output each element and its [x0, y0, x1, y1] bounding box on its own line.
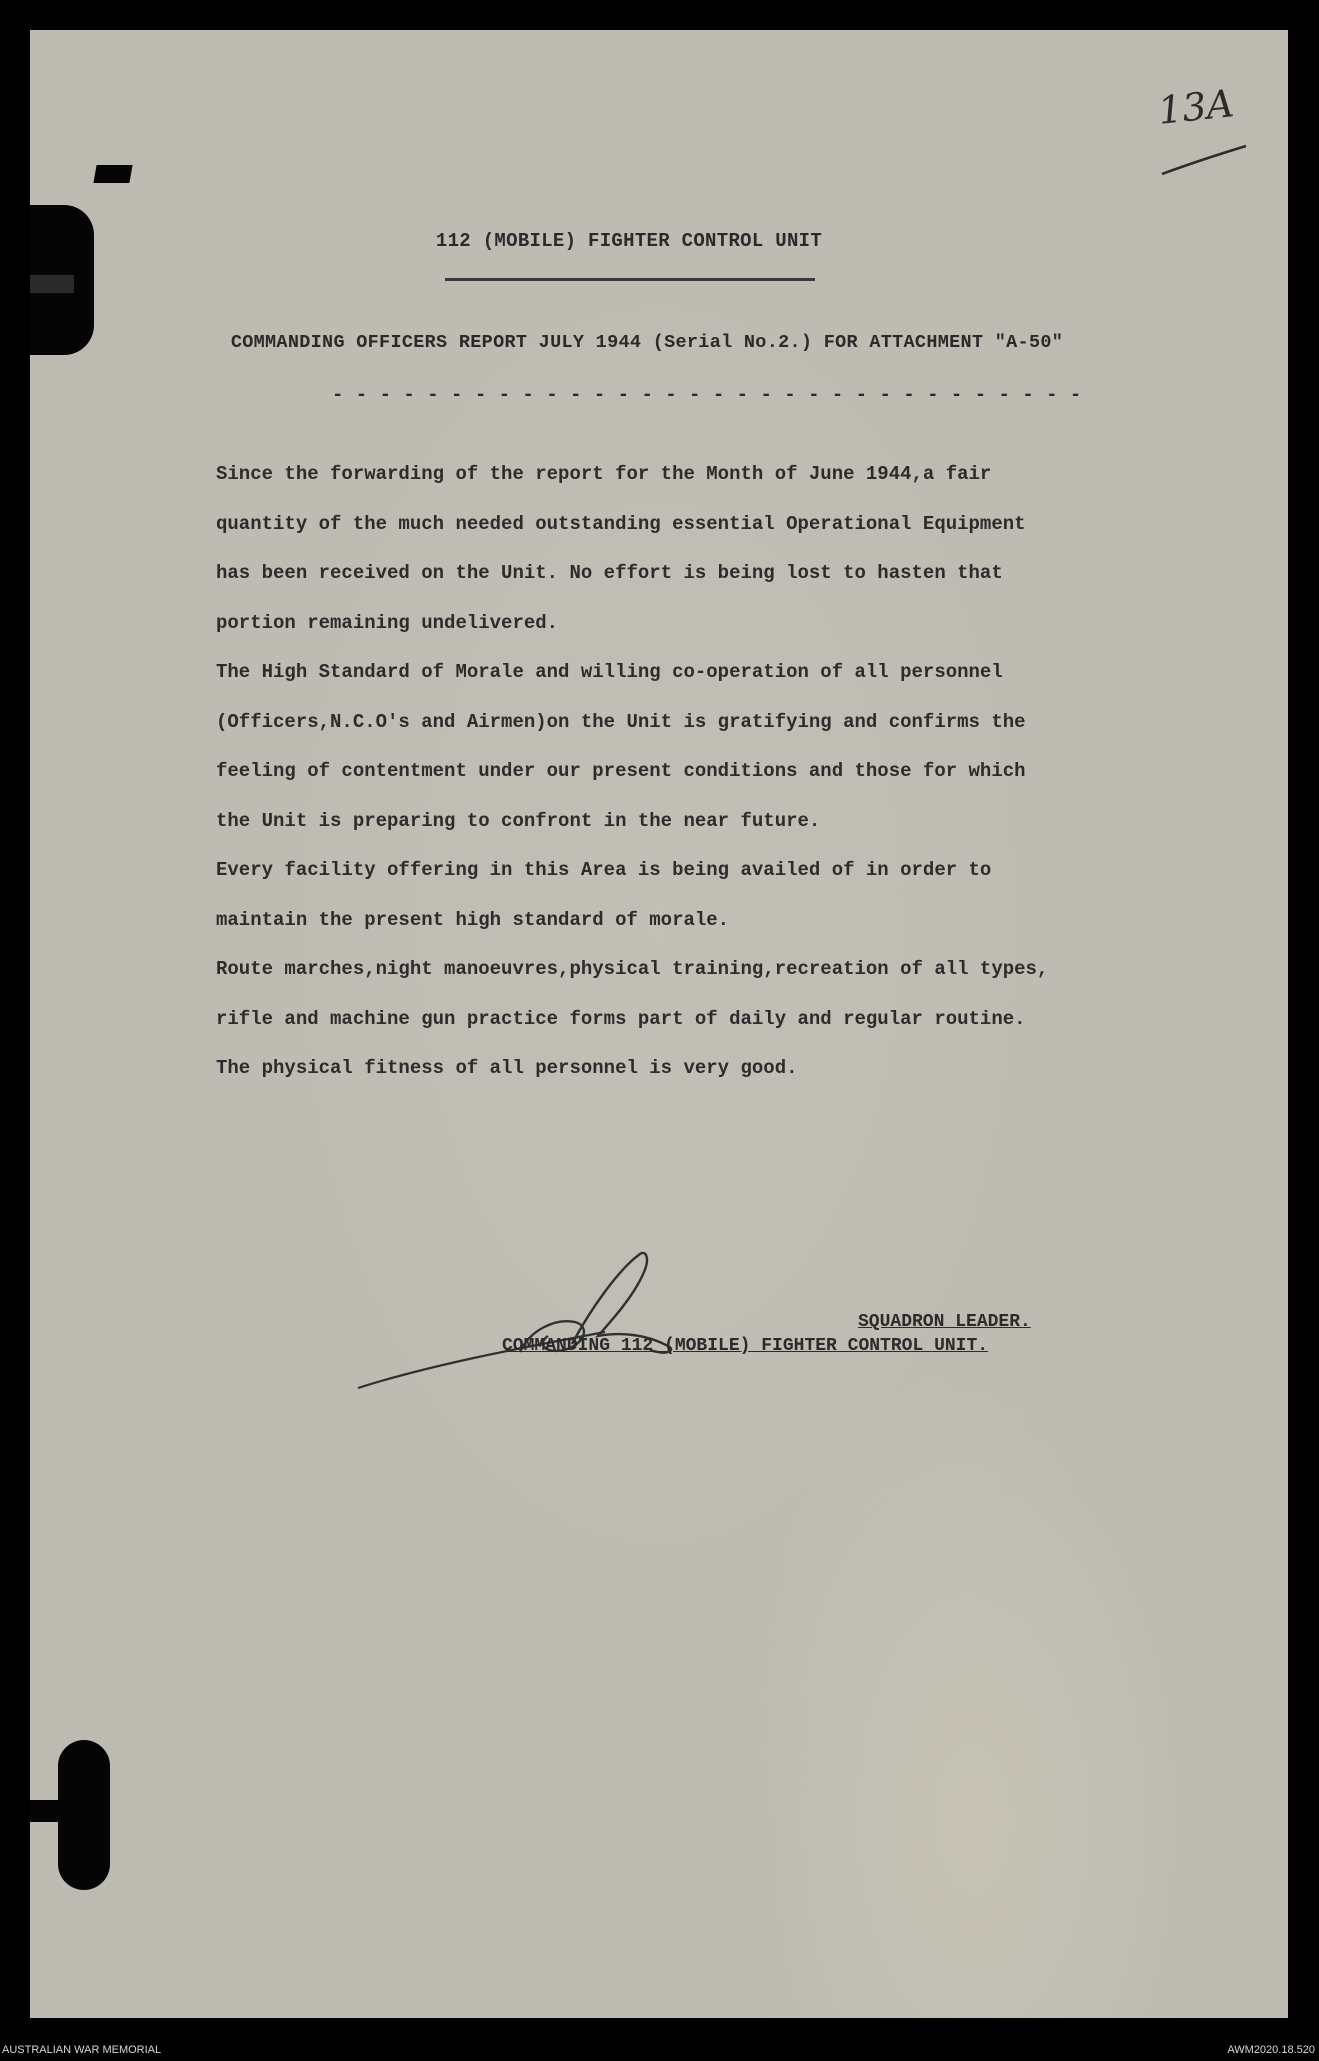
- body-line: The physical fitness of all personnel is very good.: [216, 1057, 798, 1079]
- body-line: has been received on the Unit. No effort is being lost to hasten that: [216, 562, 1003, 584]
- binder-clip-top-tab: [93, 165, 132, 183]
- body-line: Every facility offering in this Area is being availed of in order to: [216, 859, 992, 881]
- binder-clip-top-bar: [30, 275, 74, 293]
- folio-underline: [1160, 140, 1250, 180]
- body-line: The High Standard of Morale and willing co-operation of all personnel: [216, 661, 1003, 683]
- handwritten-signature: [350, 1240, 730, 1400]
- body-line: maintain the present high standard of morale.: [216, 908, 730, 931]
- binder-clip-bottom-bar: [30, 1800, 90, 1822]
- report-title: COMMANDING OFFICERS REPORT JULY 1944 (Serial No.2.) FOR ATTACHMENT "A-50": [230, 332, 1064, 353]
- report-body: [216, 450, 1176, 1094]
- body-line: (Officers,N.C.O's and Airmen)on the Unit is gratifying and confirms the: [216, 710, 1026, 733]
- signatory-rank: SQUADRON LEADER.: [858, 1312, 1031, 1332]
- report-title-dash-rule: - - - - - - - - - - - - - - - - - - - - - - - - - - - - - - - -: [332, 384, 1082, 406]
- body-line: quantity of the much needed outstanding essential Operational Equipment: [216, 512, 1026, 535]
- footer-accession-number: AWM2020.18.520: [1227, 2044, 1315, 2056]
- body-line: feeling of contentment under our present conditions and those for which: [216, 760, 1026, 782]
- folio-number: 13A: [1155, 81, 1236, 133]
- footer-archive-name: AUSTRALIAN WAR MEMORIAL: [2, 2044, 162, 2056]
- body-line: Since the forwarding of the report for the Month of June 1944,a fair: [216, 463, 992, 485]
- unit-title: 112 (MOBILE) FIGHTER CONTROL UNIT: [435, 230, 823, 252]
- document-page: [30, 30, 1288, 2018]
- body-line: Route marches,night manoeuvres,physical training,recreation of all types,: [216, 958, 1049, 980]
- body-line: rifle and machine gun practice forms part of daily and regular routine.: [216, 1007, 1026, 1030]
- unit-title-underline: [445, 278, 815, 281]
- body-line: portion remaining undelivered.: [216, 611, 559, 634]
- signatory-position: COMMANDING 112 (MOBILE) FIGHTER CONTROL UNIT.: [502, 1336, 989, 1356]
- body-line: the Unit is preparing to confront in the near future.: [216, 809, 821, 832]
